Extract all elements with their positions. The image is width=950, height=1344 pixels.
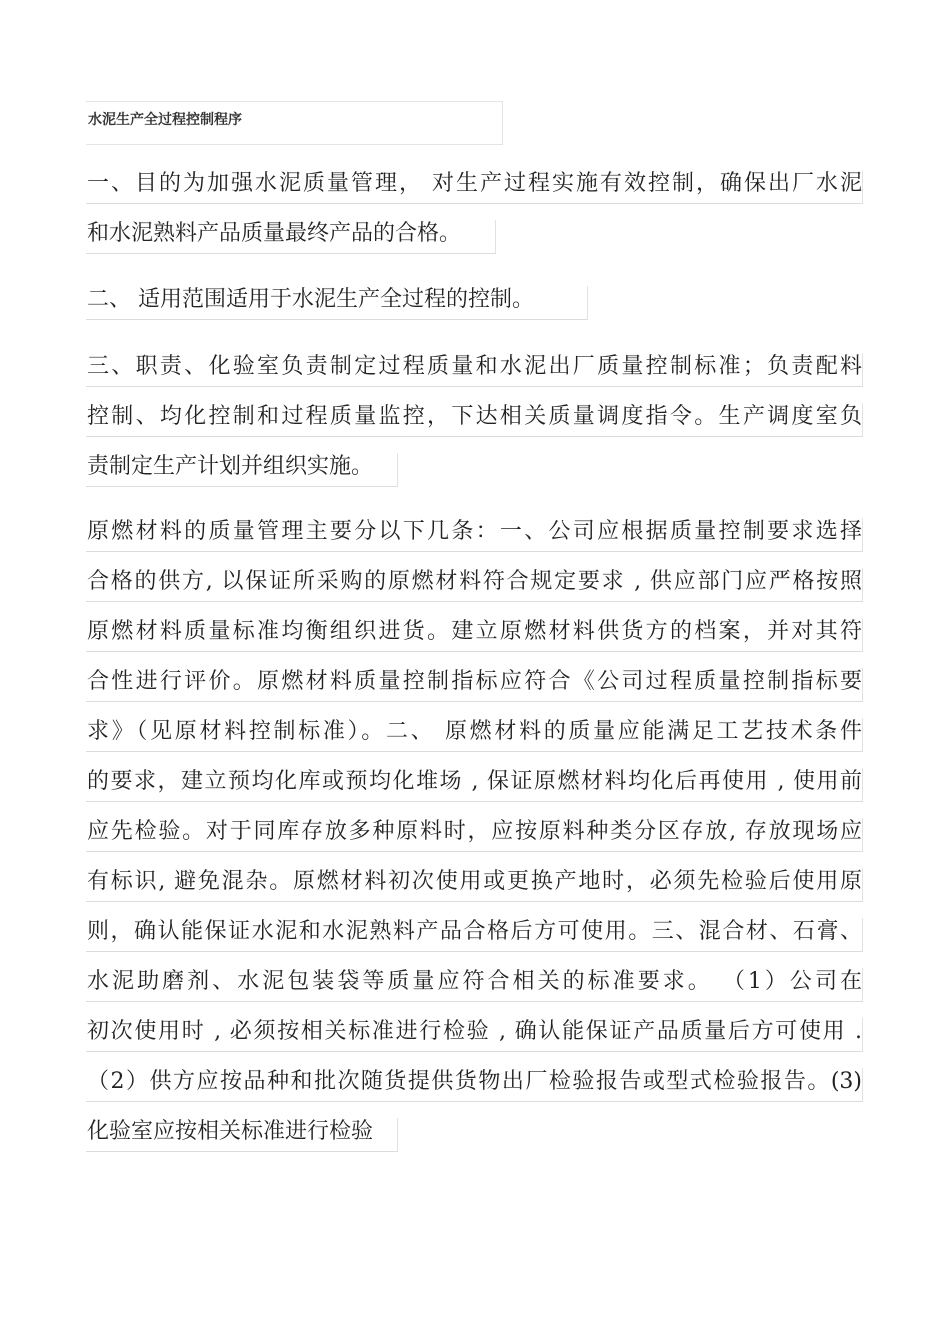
document-title: 水泥生产全过程控制程序 [88,112,242,128]
text-line: 一、目的为加强水泥质量管理， 对生产过程实施有效控制，确保出厂水泥 [86,170,863,204]
text-line: 三、职责、化验室负责制定过程质量和水泥出厂质量控制标准；负责配料 [86,353,863,387]
text-line: 则，确认能保证水泥和水泥熟料产品合格后方可使用。三、混合材、石膏、 [86,918,863,952]
text-line: 责制定生产计划并组织实施。 [86,453,398,487]
text-line: 求》（见原材料控制标准）。二、 原燃材料的质量应能满足工艺技术条件 [86,718,863,752]
text-line: 合格的供方, 以保证所采购的原燃材料符合规定要求 , 供应部门应严格按照 [86,568,863,602]
text-line: （2）供方应按品种和批次随货提供货物出厂检验报告或型式检验报告。(3) [86,1068,863,1102]
text-line: 二、 适用范围适用于水泥生产全过程的控制。 [86,286,588,320]
text-line: 合性进行评价。原燃材料质量控制指标应符合《公司过程质量控制指标要 [86,668,863,702]
text-line: 有标识, 避免混杂。原燃材料初次使用或更换产地时，必须先检验后使用原 [86,868,863,902]
text-line: 原燃材料质量标准均衡组织进货。建立原燃材料供货方的档案，并对其符 [86,618,863,652]
text-line: 水泥助磨剂、水泥包装袋等质量应符合相关的标准要求。 （1）公司在 [86,968,863,1002]
text-line: 原燃材料的质量管理主要分以下几条：一、公司应根据质量控制要求选择 [86,518,863,552]
text-line: 化验室应按相关标准进行检验 [86,1118,398,1152]
text-line: 控制、均化控制和过程质量监控，下达相关质量调度指令。生产调度室负 [86,403,863,437]
text-line: 应先检验。对于同库存放多种原料时，应按原料种类分区存放, 存放现场应 [86,818,863,852]
text-line: 和水泥熟料产品质量最终产品的合格。 [86,220,496,254]
text-line: 的要求，建立预均化库或预均化堆场 , 保证原燃材料均化后再使用 , 使用前 [86,768,863,802]
text-line: 初次使用时 , 必须按相关标准进行检验 , 确认能保证产品质量后方可使用 . [86,1018,863,1052]
